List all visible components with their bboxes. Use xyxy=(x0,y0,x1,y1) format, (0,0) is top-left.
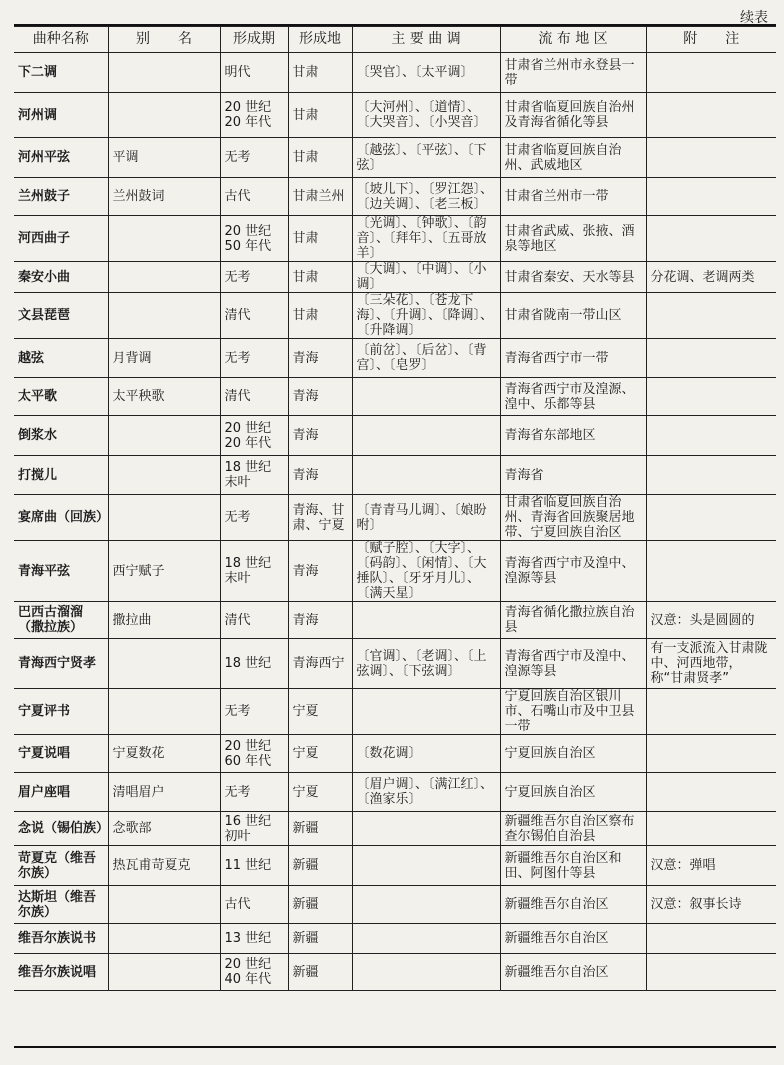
table-row xyxy=(14,735,776,773)
alias-cell xyxy=(108,216,220,262)
tunes-cell xyxy=(352,378,500,416)
table-row xyxy=(14,541,776,602)
tunes-cell: 〔大调〕、〔中调〕、〔小调〕 xyxy=(352,262,500,293)
alias-cell xyxy=(108,293,220,339)
area-cell: 新疆维吾尔自治区 xyxy=(500,886,646,924)
alias-cell: 撒拉曲 xyxy=(108,602,220,639)
alias-cell xyxy=(108,262,220,293)
tunes-cell: 〔哭官〕、〔太平调〕 xyxy=(352,53,500,93)
continued-label: 续表 xyxy=(740,10,768,26)
place-cell: 新疆 xyxy=(288,812,352,846)
area-cell: 甘肃省兰州市永登县一带 xyxy=(500,53,646,93)
name-cell: 兰州鼓子 xyxy=(14,178,108,216)
alias-cell: 宁夏数花 xyxy=(108,735,220,773)
tunes-cell: 〔光调〕、〔钟歌〕、〔韵音〕、〔拜年〕、〔五哥放羊〕 xyxy=(352,216,500,262)
table-row xyxy=(14,216,776,262)
alias-cell xyxy=(108,53,220,93)
table-row xyxy=(14,416,776,456)
period-cell: 无考 xyxy=(220,773,288,812)
period-cell: 古代 xyxy=(220,178,288,216)
table-row xyxy=(14,773,776,812)
tunes-cell: 〔数花调〕 xyxy=(352,735,500,773)
note-cell xyxy=(646,541,776,602)
note-cell: 有一支派流入甘肃陇中、河西地带，称“甘肃贤孝” xyxy=(646,639,776,689)
area-cell: 宁夏回族自治区 xyxy=(500,773,646,812)
name-cell: 眉户座唱 xyxy=(14,773,108,812)
name-cell: 河州平弦 xyxy=(14,138,108,178)
header-cell: 别 名 xyxy=(108,27,220,53)
tunes-cell: 〔官调〕、〔老调〕、〔上弦调〕、〔下弦调〕 xyxy=(352,639,500,689)
period-cell: 16 世纪初叶 xyxy=(220,812,288,846)
name-cell: 越弦 xyxy=(14,339,108,378)
name-cell: 河西曲子 xyxy=(14,216,108,262)
header-cell: 形成期 xyxy=(220,27,288,53)
table-row xyxy=(14,639,776,689)
name-cell: 青海平弦 xyxy=(14,541,108,602)
place-cell: 甘肃兰州 xyxy=(288,178,352,216)
period-cell: 明代 xyxy=(220,53,288,93)
note-cell xyxy=(646,773,776,812)
tunes-cell xyxy=(352,416,500,456)
name-cell: 秦安小曲 xyxy=(14,262,108,293)
table-row xyxy=(14,262,776,293)
period-cell: 无考 xyxy=(220,262,288,293)
note-cell xyxy=(646,378,776,416)
note-cell xyxy=(646,954,776,991)
place-cell: 甘肃 xyxy=(288,262,352,293)
note-cell xyxy=(646,178,776,216)
table-row xyxy=(14,954,776,991)
name-cell: 达斯坦（维吾尔族） xyxy=(14,886,108,924)
alias-cell: 月背调 xyxy=(108,339,220,378)
period-cell: 13 世纪 xyxy=(220,924,288,954)
area-cell: 新疆维吾尔自治区和田、阿图什等县 xyxy=(500,846,646,886)
note-cell xyxy=(646,53,776,93)
tunes-cell: 〔眉户调〕、〔满江红〕、〔渔家乐〕 xyxy=(352,773,500,812)
area-cell: 甘肃省陇南一带山区 xyxy=(500,293,646,339)
name-cell: 宁夏说唱 xyxy=(14,735,108,773)
place-cell: 新疆 xyxy=(288,886,352,924)
place-cell: 宁夏 xyxy=(288,689,352,735)
tunes-cell xyxy=(352,689,500,735)
place-cell: 宁夏 xyxy=(288,773,352,812)
area-cell: 新疆维吾尔自治区 xyxy=(500,924,646,954)
header-cell: 形成地 xyxy=(288,27,352,53)
area-cell: 青海省东部地区 xyxy=(500,416,646,456)
period-cell: 清代 xyxy=(220,378,288,416)
table-row xyxy=(14,689,776,735)
table-row xyxy=(14,53,776,93)
area-cell: 青海省西宁市及湟中、湟源等县 xyxy=(500,639,646,689)
note-cell xyxy=(646,924,776,954)
note-cell: 汉意：头是圆圆的 xyxy=(646,602,776,639)
header-cell: 曲种名称 xyxy=(14,27,108,53)
note-cell: 分花调、老调两类 xyxy=(646,262,776,293)
area-cell: 宁夏回族自治区银川市、石嘴山市及中卫县一带 xyxy=(500,689,646,735)
name-cell: 巴西古溜溜（撒拉族） xyxy=(14,602,108,639)
note-cell xyxy=(646,416,776,456)
place-cell: 甘肃 xyxy=(288,138,352,178)
tunes-cell: 〔三朵花〕、〔苍龙下海〕、〔升调〕、〔降调〕、〔升降调〕 xyxy=(352,293,500,339)
table-row xyxy=(14,886,776,924)
period-cell: 无考 xyxy=(220,495,288,541)
name-cell: 打搅儿 xyxy=(14,456,108,495)
area-cell: 青海省循化撒拉族自治县 xyxy=(500,602,646,639)
period-cell: 18 世纪末叶 xyxy=(220,456,288,495)
period-cell: 11 世纪 xyxy=(220,846,288,886)
name-cell: 河州调 xyxy=(14,93,108,138)
note-cell xyxy=(646,689,776,735)
alias-cell xyxy=(108,456,220,495)
tunes-cell xyxy=(352,456,500,495)
alias-cell xyxy=(108,689,220,735)
name-cell: 青海西宁贤孝 xyxy=(14,639,108,689)
alias-cell: 太平秧歌 xyxy=(108,378,220,416)
tunes-cell xyxy=(352,602,500,639)
tunes-cell: 〔青青马儿调〕、〔娘盼咐〕 xyxy=(352,495,500,541)
table-row xyxy=(14,924,776,954)
name-cell: 维吾尔族说书 xyxy=(14,924,108,954)
header-row xyxy=(14,27,776,53)
note-cell xyxy=(646,812,776,846)
table-row xyxy=(14,293,776,339)
tunes-cell xyxy=(352,886,500,924)
note-cell xyxy=(646,216,776,262)
period-cell: 无考 xyxy=(220,339,288,378)
bottom-rule xyxy=(14,1046,776,1048)
name-cell: 倒浆水 xyxy=(14,416,108,456)
table-row xyxy=(14,138,776,178)
table-row xyxy=(14,93,776,138)
place-cell: 宁夏 xyxy=(288,735,352,773)
area-cell: 甘肃省临夏回族自治州、青海省回族聚居地带、宁夏回族自治区 xyxy=(500,495,646,541)
header-cell: 流 布 地 区 xyxy=(500,27,646,53)
alias-cell xyxy=(108,93,220,138)
table-row xyxy=(14,378,776,416)
tunes-cell: 〔越弦〕、〔平弦〕、〔下弦〕 xyxy=(352,138,500,178)
period-cell: 18 世纪 xyxy=(220,639,288,689)
period-cell: 20 世纪 20 年代 xyxy=(220,416,288,456)
note-cell xyxy=(646,138,776,178)
place-cell: 新疆 xyxy=(288,954,352,991)
place-cell: 新疆 xyxy=(288,924,352,954)
table-row xyxy=(14,339,776,378)
note-cell xyxy=(646,495,776,541)
area-cell: 新疆维吾尔自治区 xyxy=(500,954,646,991)
area-cell: 甘肃省秦安、天水等县 xyxy=(500,262,646,293)
place-cell: 青海 xyxy=(288,602,352,639)
area-cell: 青海省西宁市及湟源、湟中、乐都等县 xyxy=(500,378,646,416)
name-cell: 太平歌 xyxy=(14,378,108,416)
area-cell: 青海省西宁市及湟中、湟源等县 xyxy=(500,541,646,602)
alias-cell: 清唱眉户 xyxy=(108,773,220,812)
note-cell: 汉意：叙事长诗 xyxy=(646,886,776,924)
note-cell xyxy=(646,456,776,495)
name-cell: 文县琵琶 xyxy=(14,293,108,339)
period-cell: 清代 xyxy=(220,602,288,639)
period-cell: 18 世纪末叶 xyxy=(220,541,288,602)
table-row xyxy=(14,495,776,541)
place-cell: 甘肃 xyxy=(288,93,352,138)
period-cell: 20 世纪 40 年代 xyxy=(220,954,288,991)
place-cell: 甘肃 xyxy=(288,293,352,339)
period-cell: 20 世纪 60 年代 xyxy=(220,735,288,773)
tunes-cell: 〔大河州〕、〔道情〕、〔大哭音〕、〔小哭音〕 xyxy=(352,93,500,138)
table-row xyxy=(14,178,776,216)
place-cell: 青海 xyxy=(288,541,352,602)
note-cell xyxy=(646,93,776,138)
area-cell: 甘肃省武威、张掖、酒泉等地区 xyxy=(500,216,646,262)
area-cell: 新疆维吾尔自治区察布查尔锡伯自治县 xyxy=(500,812,646,846)
name-cell: 维吾尔族说唱 xyxy=(14,954,108,991)
name-cell: 下二调 xyxy=(14,53,108,93)
tunes-cell xyxy=(352,812,500,846)
tunes-cell xyxy=(352,924,500,954)
period-cell: 20 世纪 50 年代 xyxy=(220,216,288,262)
note-cell xyxy=(646,735,776,773)
place-cell: 青海西宁 xyxy=(288,639,352,689)
name-cell: 宴席曲（回族） xyxy=(14,495,108,541)
place-cell: 青海 xyxy=(288,378,352,416)
place-cell: 新疆 xyxy=(288,846,352,886)
tunes-cell xyxy=(352,846,500,886)
period-cell: 无考 xyxy=(220,138,288,178)
tunes-cell: 〔坡儿下〕、〔罗江怨〕、〔边关调〕、〔老三板〕 xyxy=(352,178,500,216)
tunes-cell xyxy=(352,954,500,991)
table-row xyxy=(14,812,776,846)
area-cell: 宁夏回族自治区 xyxy=(500,735,646,773)
alias-cell xyxy=(108,495,220,541)
place-cell: 青海、甘肃、宁夏 xyxy=(288,495,352,541)
note-cell xyxy=(646,339,776,378)
alias-cell: 西宁赋子 xyxy=(108,541,220,602)
note-cell xyxy=(646,293,776,339)
name-cell: 宁夏评书 xyxy=(14,689,108,735)
place-cell: 甘肃 xyxy=(288,216,352,262)
quyi-genre-table xyxy=(14,26,776,991)
place-cell: 青海 xyxy=(288,339,352,378)
place-cell: 青海 xyxy=(288,416,352,456)
table-row xyxy=(14,602,776,639)
name-cell: 念说（锡伯族） xyxy=(14,812,108,846)
area-cell: 青海省 xyxy=(500,456,646,495)
alias-cell xyxy=(108,886,220,924)
place-cell: 青海 xyxy=(288,456,352,495)
period-cell: 古代 xyxy=(220,886,288,924)
area-cell: 甘肃省兰州市一带 xyxy=(500,178,646,216)
table-row xyxy=(14,456,776,495)
table-row xyxy=(14,846,776,886)
note-cell: 汉意：弹唱 xyxy=(646,846,776,886)
alias-cell xyxy=(108,954,220,991)
alias-cell: 兰州鼓词 xyxy=(108,178,220,216)
alias-cell xyxy=(108,639,220,689)
tunes-cell: 〔赋子腔〕、〔大字〕、〔码韵〕、〔闲情〕、〔大捶队〕、〔牙牙月儿〕、〔满天星〕 xyxy=(352,541,500,602)
place-cell: 甘肃 xyxy=(288,53,352,93)
alias-cell: 平调 xyxy=(108,138,220,178)
area-cell: 甘肃省临夏回族自治州及青海省循化等县 xyxy=(500,93,646,138)
alias-cell xyxy=(108,924,220,954)
name-cell: 苛夏克（维吾尔族） xyxy=(14,846,108,886)
alias-cell: 热瓦甫苛夏克 xyxy=(108,846,220,886)
alias-cell: 念歌部 xyxy=(108,812,220,846)
period-cell: 清代 xyxy=(220,293,288,339)
area-cell: 甘肃省临夏回族自治州、武威地区 xyxy=(500,138,646,178)
header-cell: 主 要 曲 调 xyxy=(352,27,500,53)
alias-cell xyxy=(108,416,220,456)
header-cell: 附 注 xyxy=(646,27,776,53)
period-cell: 20 世纪 20 年代 xyxy=(220,93,288,138)
period-cell: 无考 xyxy=(220,689,288,735)
area-cell: 青海省西宁市一带 xyxy=(500,339,646,378)
tunes-cell: 〔前岔〕、〔后岔〕、〔背宫〕、〔皂罗〕 xyxy=(352,339,500,378)
